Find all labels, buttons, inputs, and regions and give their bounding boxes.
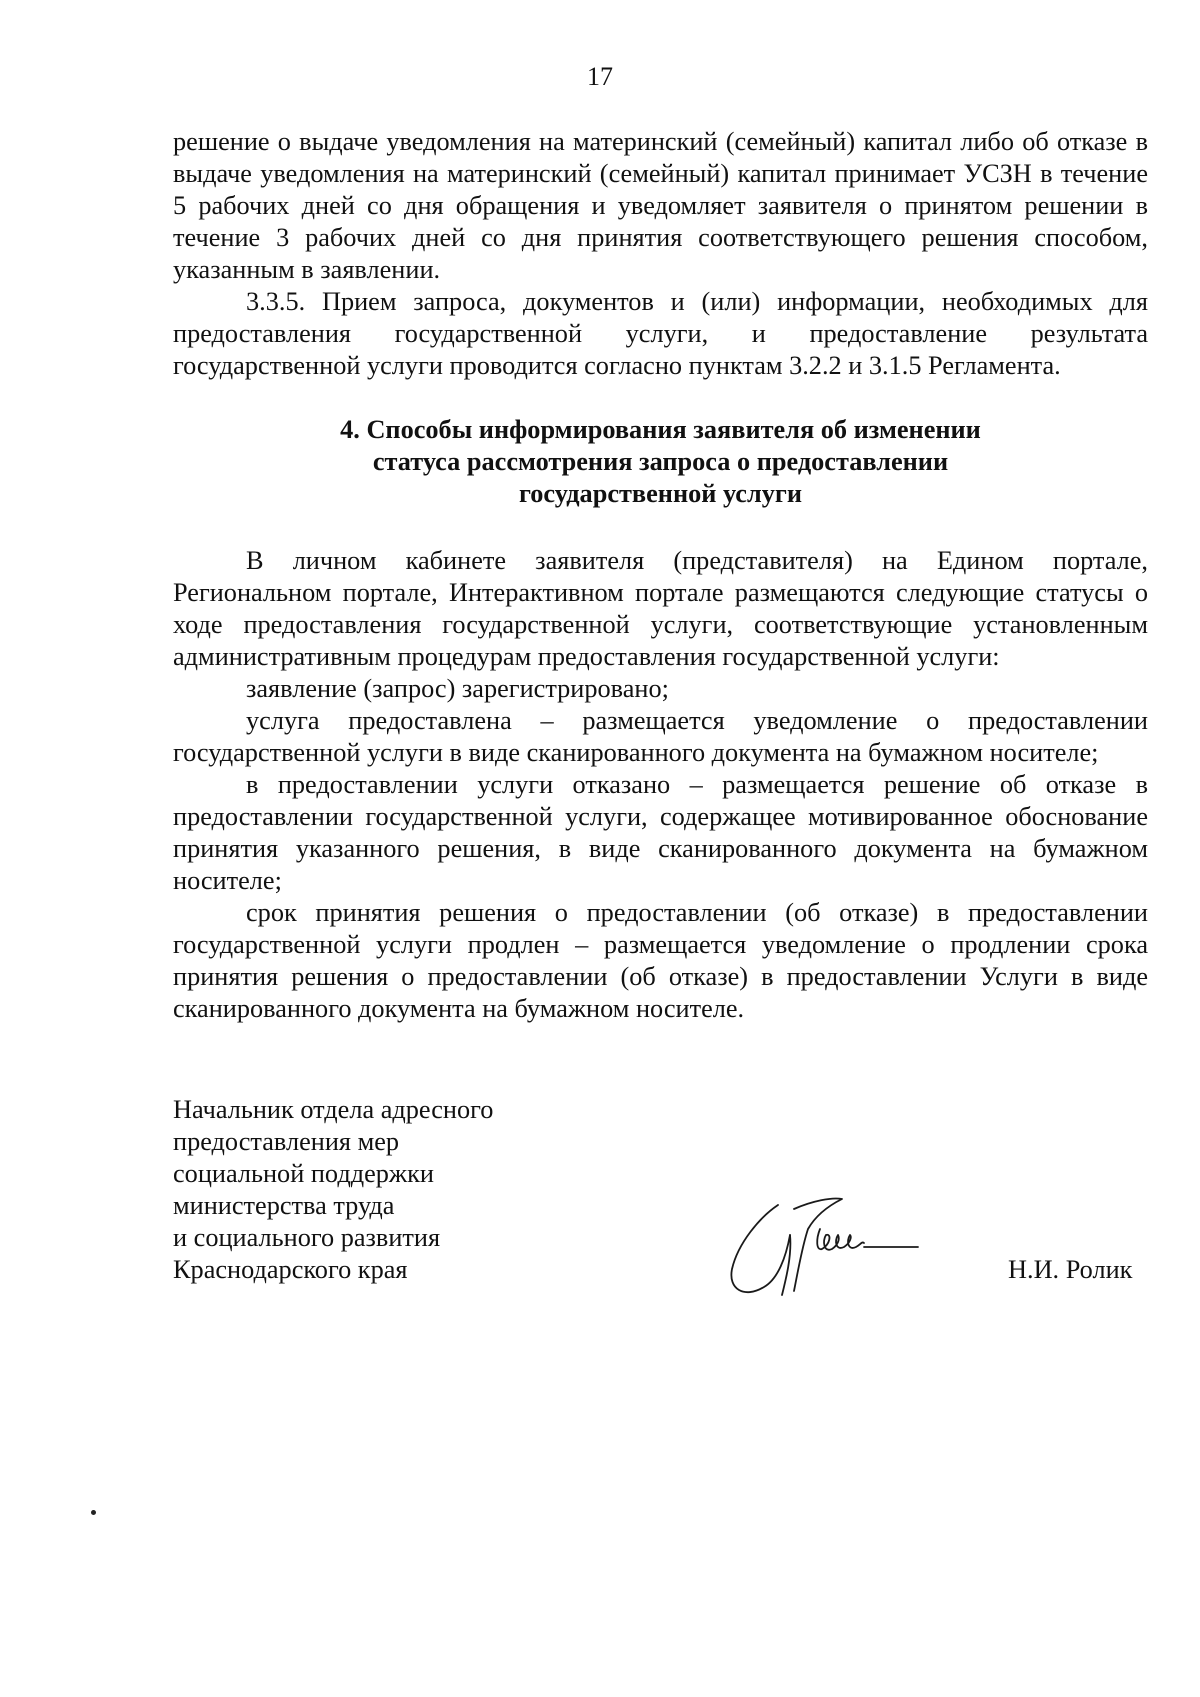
- document-body: [173, 126, 1148, 1025]
- signer-name: Н.И. Ролик: [1008, 1255, 1133, 1284]
- position-line: и социального развития: [173, 1223, 441, 1252]
- section-heading-line: статуса рассмотрения запроса о предоставлении: [372, 447, 949, 476]
- section-heading: [173, 414, 1148, 510]
- signatory-position: [173, 1094, 493, 1286]
- status-refused: в предоставлении услуги отказано – размещается решение об отказе в предоставлении государственной услуги, содержащее мотивированное обоснование принятия указанного решения, в виде сканированного документа на бумажном носителе;: [173, 770, 1148, 895]
- section-heading-line: государственной услуги: [519, 479, 802, 508]
- status-registered: заявление (запрос) зарегистрировано;: [246, 674, 669, 703]
- position-line: Краснодарского края: [173, 1255, 408, 1284]
- section-heading-line: 4. Способы информирования заявителя об изменении: [340, 415, 981, 444]
- position-line: социальной поддержки: [173, 1159, 434, 1188]
- position-line: министерства труда: [173, 1191, 395, 1220]
- scan-artifact-dot: [91, 1510, 96, 1515]
- paragraph-personal-account: В личном кабинете заявителя (представителя) на Едином портале, Региональном портале, Интерактивном портале размещаются следующие статусы о ходе предоставления государственной услуги, соответствующие установленным административным процедурам предоставления государственной услуги:: [173, 546, 1148, 671]
- handwritten-signature-icon: [720, 1195, 935, 1305]
- paragraph-3-3-5: 3.3.5. Прием запроса, документов и (или) информации, необходимых для предоставления государственной услуги, и предоставление результата государственной услуги проводится согласно пунктам 3.2.2 и 3.1.5 Регламента.: [173, 287, 1148, 380]
- position-line: предоставления мер: [173, 1127, 400, 1156]
- status-extended: срок принятия решения о предоставлении (об отказе) в предоставлении государственной услуги продлен – размещается уведомление о продлении срока принятия решения о предоставлении (об отказе) в предоставлении Услуги в виде сканированного документа на бумажном носителе.: [173, 898, 1148, 1023]
- position-line: Начальник отдела адресного: [173, 1095, 494, 1124]
- page-number: 17: [587, 62, 613, 91]
- status-provided: услуга предоставлена – размещается уведомление о предоставлении государственной услуги в виде сканированного документа на бумажном носителе;: [173, 706, 1148, 767]
- paragraph-decision-notice: решение о выдаче уведомления на материнский (семейный) капитал либо об отказе в выдаче уведомления на материнский (семейный) капитал принимает УСЗН в течение 5 рабочих дней со дня обращения и уведомляет заявителя о принятом решении в течение 3 рабочих дней со дня принятия соответствующего решения способом, указанным в заявлении.: [173, 127, 1148, 284]
